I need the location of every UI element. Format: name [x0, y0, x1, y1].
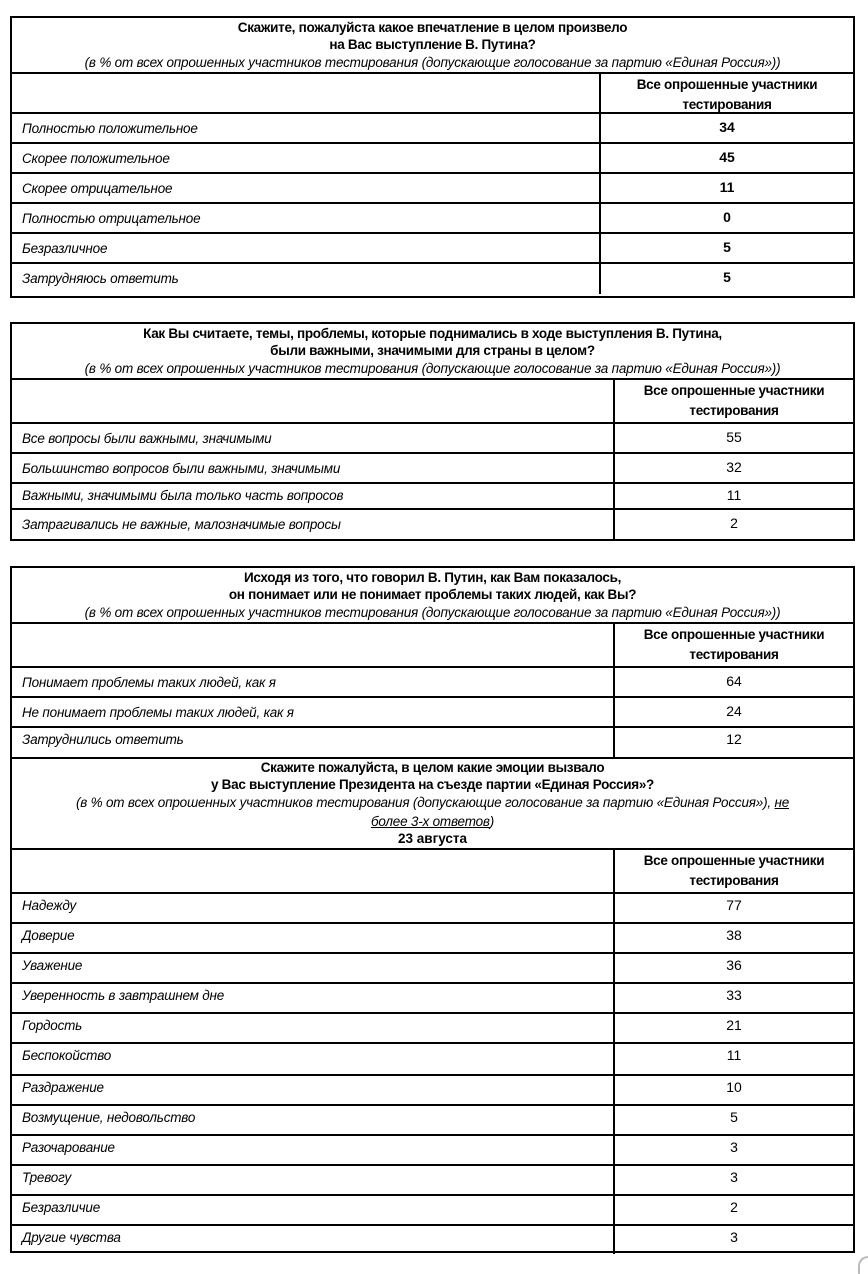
row-value: 3	[730, 1229, 738, 1245]
column-header: Все опрошенные участники тестирования	[643, 853, 825, 888]
note-end: )	[489, 814, 495, 829]
row-value: 5	[723, 269, 731, 285]
survey-date: 23 августа	[398, 831, 467, 846]
note-main: (в % от всех опрошенных участников тестирования (допускающие голосование за партию «Единая Россия»),	[75, 795, 775, 810]
understanding-and-emotions-table	[10, 566, 855, 1253]
table-row	[12, 204, 853, 234]
table-row	[12, 1014, 853, 1044]
column-header-row	[12, 74, 853, 114]
row-value: 24	[726, 703, 742, 719]
table-title	[12, 568, 853, 624]
table-row	[12, 894, 853, 924]
row-value: 3	[730, 1169, 738, 1185]
table-row	[12, 114, 853, 144]
row-label: Важными, значимыми была только часть вопросов	[12, 484, 615, 508]
row-value: 12	[726, 731, 742, 747]
row-label: Безразличное	[12, 234, 601, 262]
row-label: Большинство вопросов были важными, значимыми	[12, 454, 615, 482]
question-line-2: были важными, значимыми для страны в целом?	[270, 343, 595, 358]
header-empty-cell	[12, 74, 601, 112]
row-label: Тревогу	[12, 1166, 615, 1194]
base-note	[12, 793, 853, 831]
column-header-row	[12, 850, 853, 894]
row-value: 11	[726, 487, 742, 503]
row-label: Беспокойство	[12, 1044, 615, 1074]
question-line-2: у Вас выступление Президента на съезде партии «Единая Россия»?	[211, 777, 654, 792]
row-label: Скорее отрицательное	[12, 174, 601, 202]
table-row	[12, 454, 853, 484]
table-row	[12, 1136, 853, 1166]
row-label: Понимает проблемы таких людей, как я	[12, 668, 615, 696]
note-underlined: более 3-х ответов	[370, 814, 490, 829]
table-row	[12, 234, 853, 264]
row-label: Все вопросы были важными, значимыми	[12, 424, 615, 452]
row-value: 32	[726, 459, 742, 475]
table-row	[12, 924, 853, 954]
base-note: (в % от всех опрошенных участников тестирования (допускающие голосование за партию «Единая Россия»))	[84, 361, 781, 376]
column-header-row	[12, 624, 853, 668]
table-row	[12, 1196, 853, 1226]
row-value: 0	[723, 209, 731, 225]
base-note: (в % от всех опрошенных участников тестирования (допускающие голосование за партию «Единая Россия»))	[84, 605, 781, 620]
row-value: 77	[726, 897, 742, 913]
table-row	[12, 698, 853, 728]
row-label: Раздражение	[12, 1076, 615, 1104]
table-row	[12, 510, 853, 539]
table-row	[12, 668, 853, 698]
row-value: 5	[723, 239, 731, 255]
header-empty-cell	[12, 380, 615, 422]
row-value: 64	[726, 673, 742, 689]
row-value: 2	[730, 1199, 738, 1215]
table-row	[12, 264, 853, 294]
column-header: Все опрошенные участники тестирования	[643, 383, 825, 418]
table-row	[12, 144, 853, 174]
row-value: 33	[726, 987, 742, 1003]
row-label: Безразличие	[12, 1196, 615, 1224]
question-line-2: на Вас выступление В. Путина?	[329, 37, 536, 52]
row-label: Другие чувства	[12, 1226, 615, 1254]
row-value: 36	[726, 957, 742, 973]
row-label: Гордость	[12, 1014, 615, 1042]
topics-importance-table	[10, 322, 855, 541]
row-value: 45	[719, 149, 735, 165]
column-header: Все опрошенные участники тестирования	[643, 627, 825, 662]
row-value: 55	[726, 429, 742, 445]
note-underlined: не	[774, 795, 790, 810]
table-title	[12, 324, 853, 380]
table-row	[12, 484, 853, 510]
base-note: (в % от всех опрошенных участников тестирования (допускающие голосование за партию «Единая Россия»))	[84, 55, 781, 70]
row-value: 5	[730, 1109, 738, 1125]
question-line-1: Скажите пожалуйста, в целом какие эмоции вызвало	[260, 760, 605, 775]
header-empty-cell	[12, 624, 615, 666]
row-value: 2	[730, 515, 738, 531]
impression-table	[10, 16, 855, 298]
table-row	[12, 424, 853, 454]
table-row	[12, 174, 853, 204]
row-label: Затрудняюсь ответить	[12, 264, 601, 294]
row-value: 11	[726, 1047, 742, 1063]
row-value: 38	[726, 927, 742, 943]
row-value: 11	[719, 179, 735, 195]
row-label: Надежду	[12, 894, 615, 922]
row-label: Разочарование	[12, 1136, 615, 1164]
column-header-row	[12, 380, 853, 424]
column-header: Все опрошенные участники тестирования	[636, 77, 818, 112]
row-label: Скорее положительное	[12, 144, 601, 172]
row-label: Доверие	[12, 924, 615, 952]
row-label: Полностью отрицательное	[12, 204, 601, 232]
table-row	[12, 728, 853, 759]
row-label: Уважение	[12, 954, 615, 982]
page-curl-decoration	[858, 1256, 868, 1274]
table-row	[12, 1044, 853, 1076]
row-value: 21	[726, 1017, 742, 1033]
table-row	[12, 1106, 853, 1136]
question-line-2: он понимает или не понимает проблемы таких людей, как Вы?	[228, 587, 637, 602]
row-label: Затруднились ответить	[12, 728, 615, 757]
row-value: 34	[719, 119, 735, 135]
header-empty-cell	[12, 850, 615, 892]
table-row	[12, 954, 853, 984]
row-label: Не понимает проблемы таких людей, как я	[12, 698, 615, 726]
row-label: Возмущение, недовольство	[12, 1106, 615, 1134]
table-row	[12, 984, 853, 1014]
row-label: Затрагивались не важные, малозначимые вопросы	[12, 510, 615, 539]
table-row	[12, 1076, 853, 1106]
question-line-1: Как Вы считаете, темы, проблемы, которые поднимались в ходе выступления В. Путина,	[143, 326, 722, 341]
row-value: 10	[726, 1079, 742, 1095]
table-title	[12, 18, 853, 74]
question-line-1: Исходя из того, что говорил В. Путин, как Вам показалось,	[243, 570, 622, 585]
emotions-title	[12, 759, 853, 850]
row-label: Полностью положительное	[12, 114, 601, 142]
table-row	[12, 1166, 853, 1196]
table-row	[12, 1226, 853, 1254]
row-label: Уверенность в завтрашнем дне	[12, 984, 615, 1012]
question-line-1: Скажите, пожалуйста какое впечатление в целом произвело	[237, 20, 628, 35]
row-value: 3	[730, 1139, 738, 1155]
